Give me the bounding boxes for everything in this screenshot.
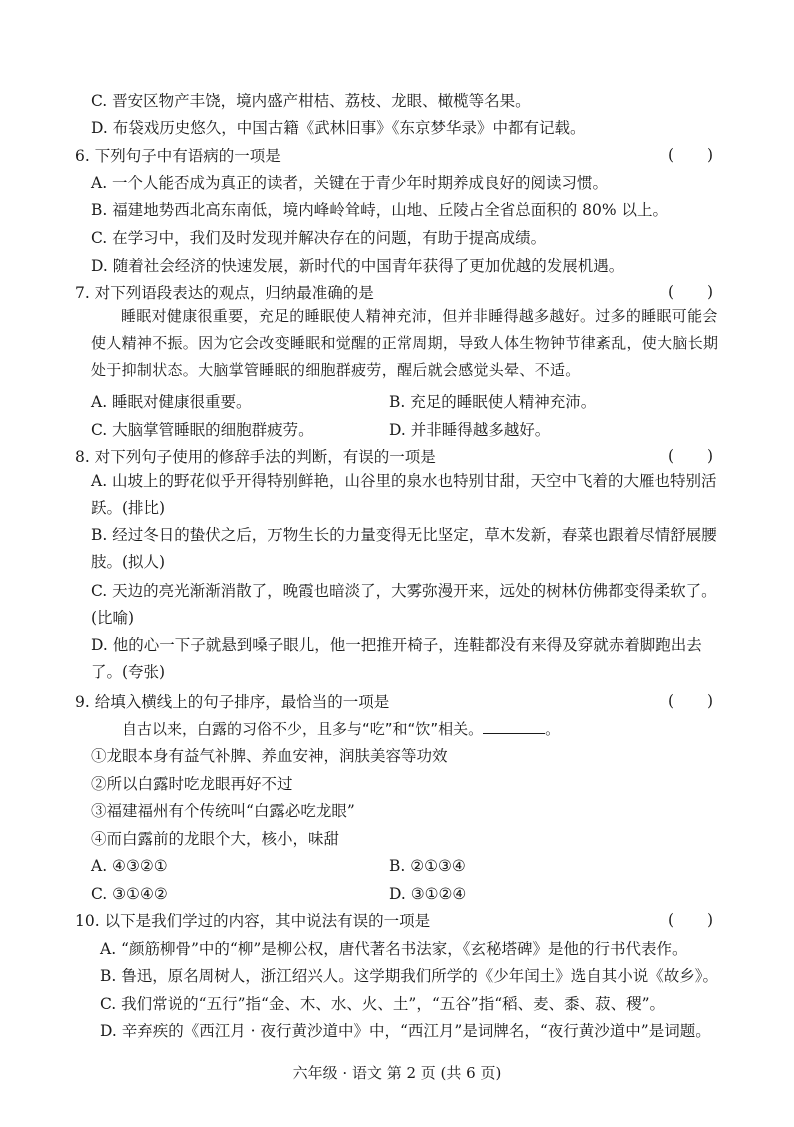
q9-stem: 9. 给填入横线上的句子排序，最恰当的一项是 bbox=[75, 693, 390, 711]
q5-option-d: D. 布袋戏历史悠久，中国古籍《武林旧事》《东京梦华录》中都有记载。 bbox=[91, 119, 586, 137]
q8-option-a: A. 山坡上的野花似乎开得特别鲜艳，山谷里的泉水也特别甘甜，天空中飞着的大雁也特别活跃。(排比) bbox=[91, 472, 717, 517]
q9-option-d: D. ③①②④ bbox=[389, 885, 467, 903]
page-footer: 六年级 · 语文 第 2 页 (共 6 页) bbox=[292, 1064, 502, 1082]
q9-option-c: C. ③①④② bbox=[91, 885, 168, 903]
q9-option-a: A. ④③②① bbox=[91, 857, 168, 875]
q9-option-b: B. ②①③④ bbox=[389, 857, 466, 875]
q7-stem: 7. 对下列语段表达的观点，归纳最准确的是 bbox=[75, 284, 374, 302]
q9-sentence-4: ④而白露前的龙眼个大，核小，味甜 bbox=[91, 830, 340, 848]
q6-stem: 6. 下列句子中有语病的一项是 bbox=[75, 147, 281, 165]
q5-option-c: C. 晋安区物产丰饶，境内盛产柑桔、荔枝、龙眼、橄榄等名果。 bbox=[91, 92, 531, 110]
q8-stem: 8. 对下列句子使用的修辞手法的判断，有误的一项是 bbox=[75, 448, 436, 466]
q6-option-a: A. 一个人能否成为真正的读者，关键在于青少年时期养成良好的阅读习惯。 bbox=[91, 174, 609, 192]
q9-fill-blank[interactable] bbox=[483, 719, 545, 734]
q9-sentence-3: ③福建福州有个传统叫“白露必吃龙眼” bbox=[91, 802, 355, 820]
q6-option-c: C. 在学习中，我们及时发现并解决存在的问题，有助于提高成绩。 bbox=[91, 229, 547, 247]
q6-option-b: B. 福建地势西北高东南低，境内峰岭耸峙，山地、丘陵占全省总面积的 80% 以上。 bbox=[91, 201, 669, 219]
q6-option-d: D. 随着社会经济的快速发展，新时代的中国青年获得了更加优越的发展机遇。 bbox=[91, 257, 625, 275]
q9-sentence-2: ②所以白露时吃龙眼再好不过 bbox=[91, 775, 293, 793]
q9-lead-sentence bbox=[122, 719, 560, 739]
q10-option-a: A. “颜筋柳骨”中的“柳”是柳公权，唐代著名书法家，《玄秘塔碑》是他的行书代表作。 bbox=[100, 940, 688, 958]
q7-passage: 睡眠对健康很重要，充足的睡眠使人精神充沛，但并非睡得越多越好。过多的睡眠可能会使人精神不振。因为它会改变睡眠和觉醒的正常周期，导致人体生物钟节律紊乱，使大脑长期处于抑制状态。大脑掌管睡眠的细胞群疲劳，醒后就会感觉头晕、不适。 bbox=[91, 307, 719, 379]
q6-answer-paren[interactable]: ( ) bbox=[668, 146, 728, 164]
q8-option-c: C. 天边的亮光渐渐消散了，晚霞也暗淡了，大雾弥漫开来，远处的树林仿佛都变得柔软了。(比喻) bbox=[91, 582, 717, 627]
q7-answer-paren[interactable]: ( ) bbox=[668, 283, 728, 301]
q9-sentence-1: ①龙眼本身有益气补脾、养血安神，润肤美容等功效 bbox=[91, 747, 448, 765]
q9-answer-paren[interactable]: ( ) bbox=[668, 692, 728, 710]
q8-answer-paren[interactable]: ( ) bbox=[668, 447, 728, 465]
q10-answer-paren[interactable]: ( ) bbox=[668, 911, 728, 929]
q9-lead-end: 。 bbox=[545, 720, 561, 738]
q7-option-c: C. 大脑掌管睡眠的细胞群疲劳。 bbox=[91, 421, 314, 439]
q10-stem: 10. 以下是我们学过的内容，其中说法有误的一项是 bbox=[75, 912, 431, 930]
q7-option-b: B. 充足的睡眠使人精神充沛。 bbox=[389, 393, 597, 411]
q9-lead-text: 自古以来，白露的习俗不少，且多与“吃”和“饮”相关。 bbox=[122, 720, 484, 738]
q10-option-d: D. 辛弃疾的《西江月 · 夜行黄沙道中》中，“西江月”是词牌名，“夜行黄沙道中”是词题。 bbox=[100, 1022, 711, 1040]
q8-option-b: B. 经过冬日的蛰伏之后，万物生长的力量变得无比坚定，草木发新，春菜也跟着尽情舒展腰肢。(拟人) bbox=[91, 526, 717, 571]
q8-option-d: D. 他的心一下子就悬到嗓子眼儿，他一把推开椅子，连鞋都没有来得及穿就赤着脚跑出去了。(夸张) bbox=[91, 636, 702, 681]
q10-option-c: C. 我们常说的“五行”指“金、木、水、火、土”，“五谷”指“稻、麦、黍、菽、稷”。 bbox=[100, 995, 666, 1013]
q10-option-b: B. 鲁迅，原名周树人，浙江绍兴人。这学期我们所学的《少年闰土》选自其小说《故乡》。 bbox=[100, 967, 718, 985]
q7-option-a: A. 睡眠对健康很重要。 bbox=[91, 393, 252, 411]
q7-option-d: D. 并非睡得越多越好。 bbox=[389, 421, 551, 439]
